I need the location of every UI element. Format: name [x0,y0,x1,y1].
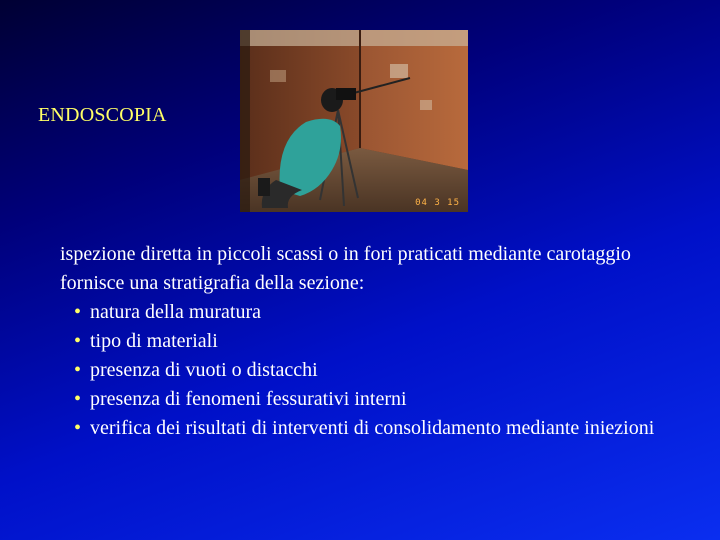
bullet-text: verifica dei risultati di interventi di consolidamento mediante iniezioni [90,417,655,439]
slide-title: ENDOSCOPIA [38,104,167,126]
bullet-icon: • [74,330,82,352]
list-item [60,356,700,385]
bullet-text: tipo di materiali [90,330,218,352]
photo-illustration [240,30,468,212]
bullet-icon: • [74,388,82,410]
bullet-icon: • [74,359,82,381]
bullet-text: natura della muratura [90,301,262,323]
bullet-text: presenza di fenomeni fessurativi interni [90,388,407,410]
list-item [60,414,700,443]
list-item [60,385,700,414]
slide-body [60,240,700,443]
bullet-icon: • [74,301,82,323]
list-item [60,298,700,327]
photo-date-stamp: 04 3 15 [415,198,460,208]
bullet-list [60,298,700,443]
intro-paragraph: ispezione diretta in piccoli scassi o in fori praticati mediante carotaggio fornisce una stratigrafia della sezione: [60,243,631,294]
list-item [60,327,700,356]
endoscopy-photo [240,30,468,212]
bullet-text: presenza di vuoti o distacchi [90,359,318,381]
bullet-icon: • [74,417,82,439]
